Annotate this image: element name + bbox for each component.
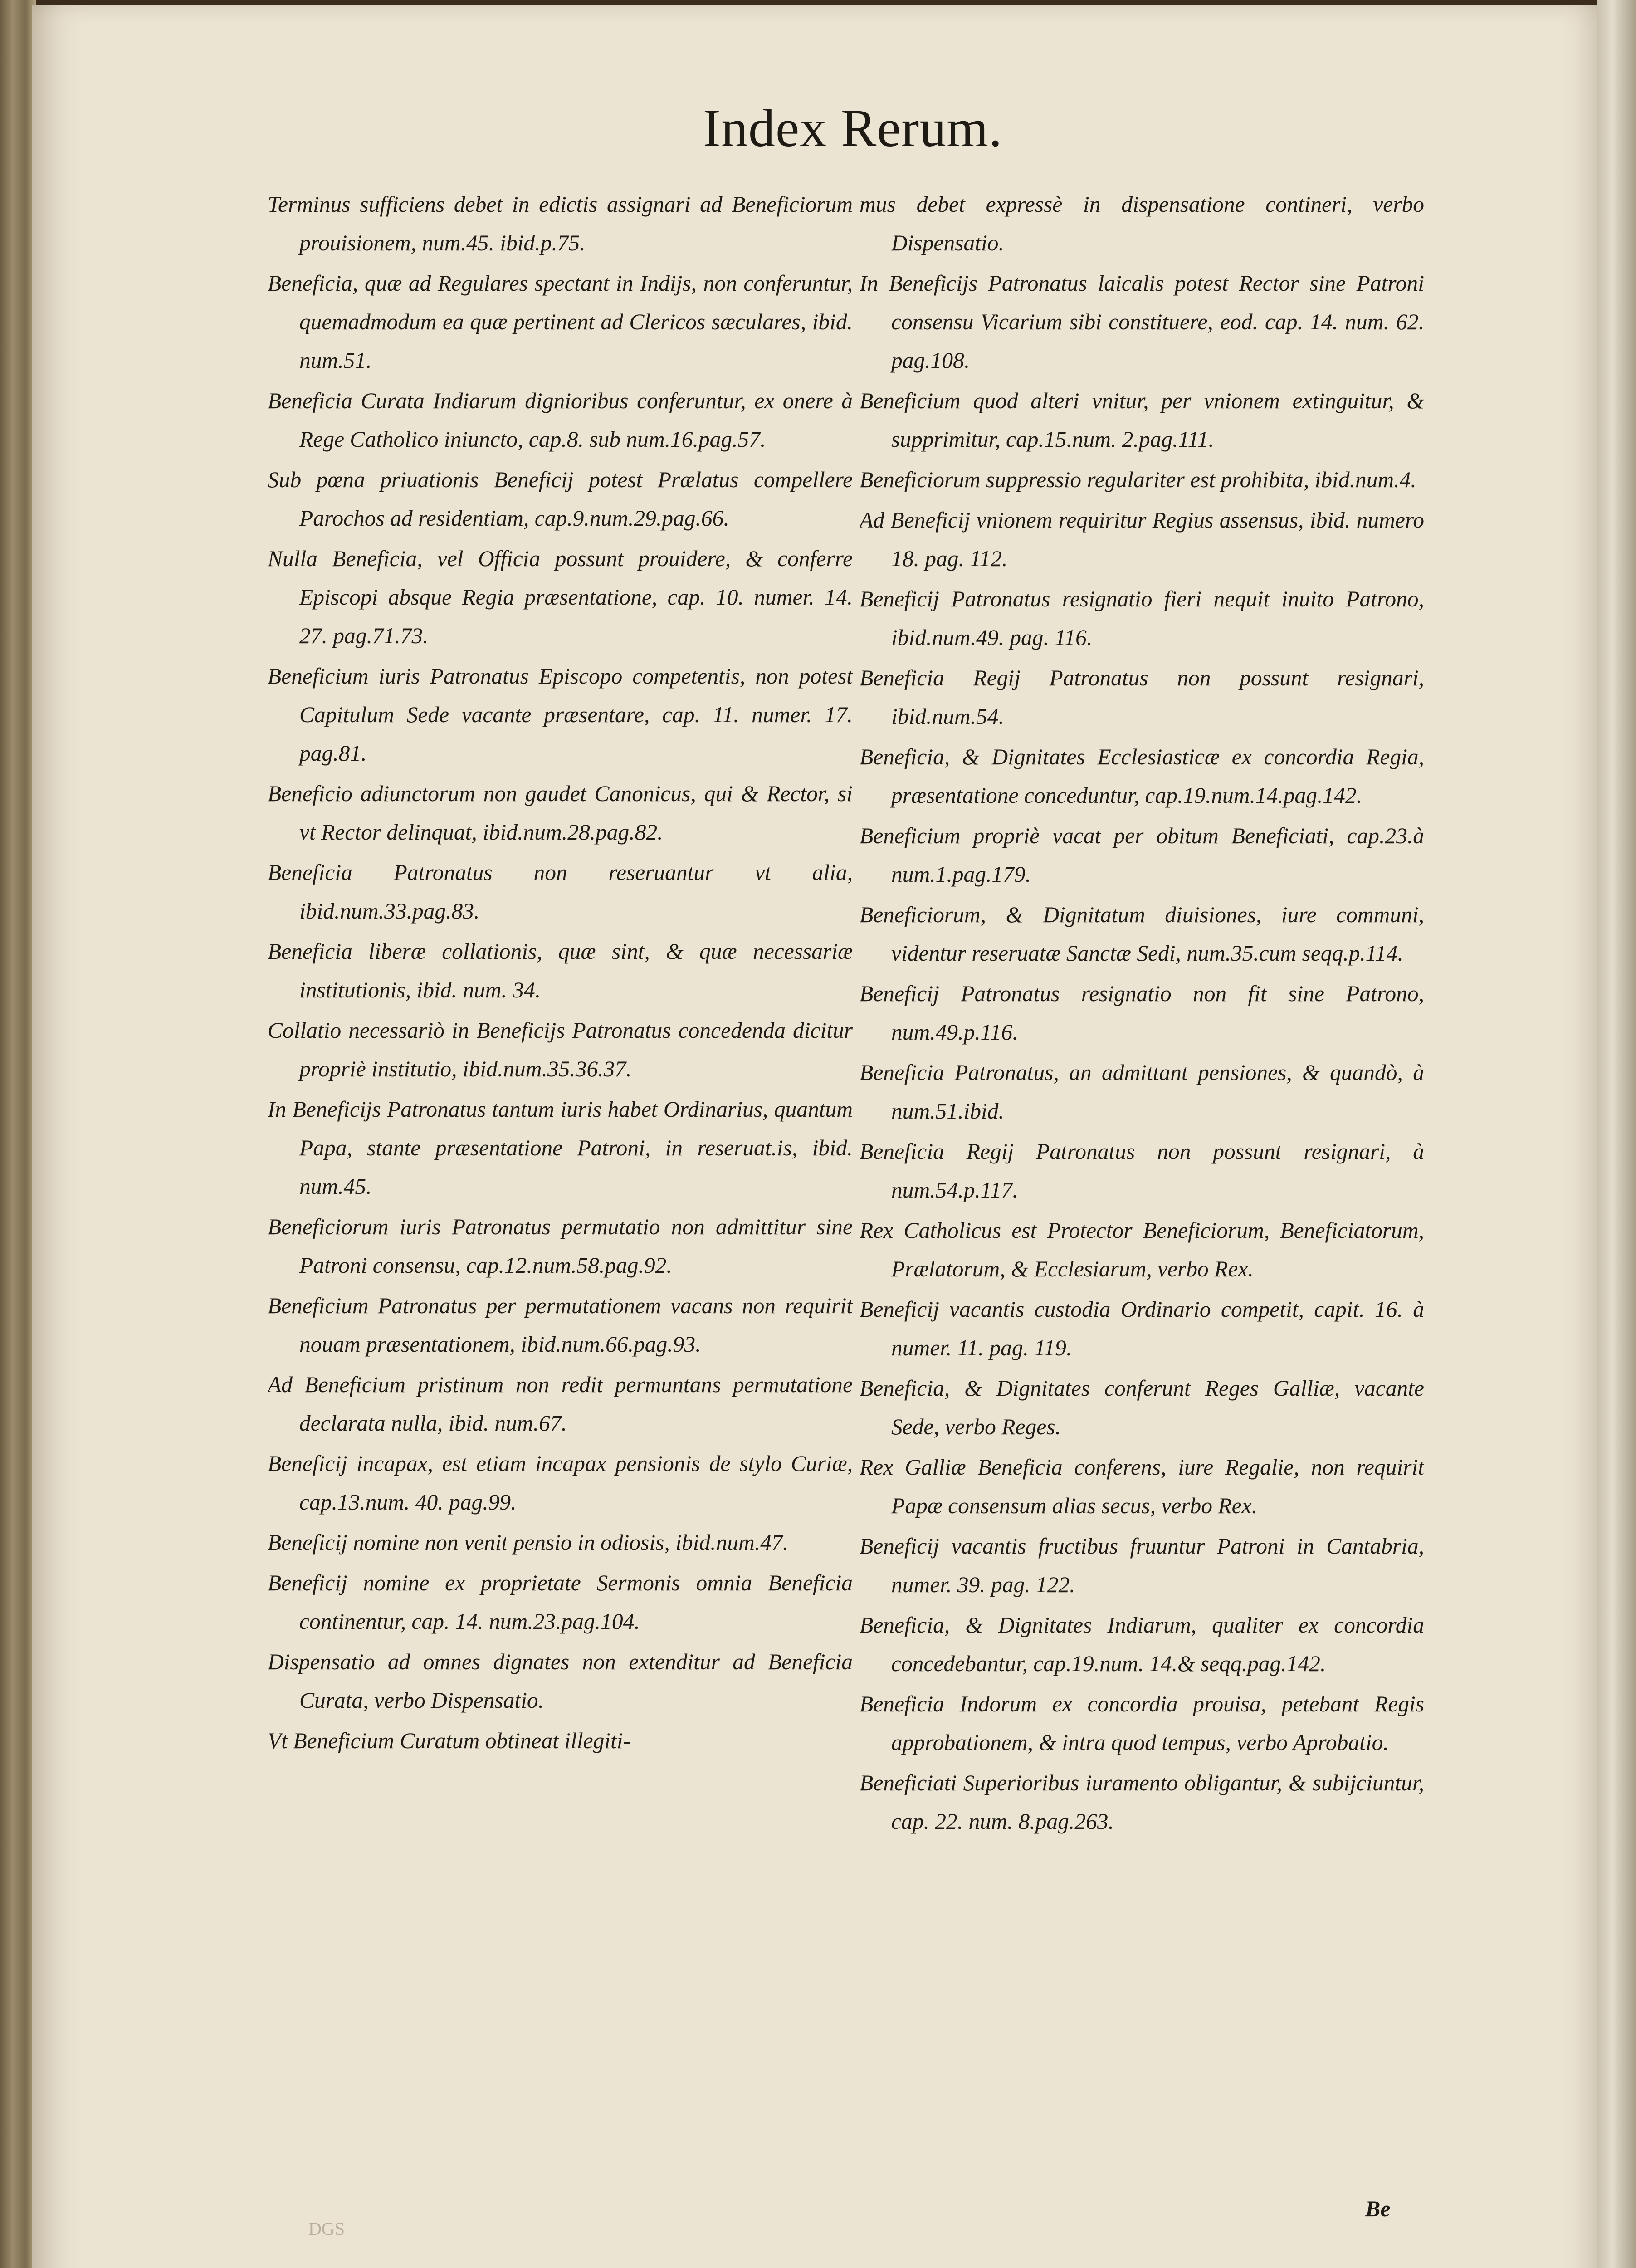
index-entry: Beneficium Patronatus per permutationem vacans non requirit nouam præsentationem, ibid.num.66.pag.93. bbox=[268, 1293, 853, 1357]
index-entry: Beneficia liberæ collationis, quæ sint, & quæ necessariæ institutionis, ibid. num. 34. bbox=[268, 939, 853, 1002]
index-entry: Beneficij vacantis custodia Ordinario competit, capit. 16. à numer. 11. pag. 119. bbox=[860, 1297, 1424, 1360]
index-entry: Beneficiorum suppressio regulariter est prohibita, ibid.num.4. bbox=[860, 467, 1416, 492]
index-entry: Vt Beneficium Curatum obtineat illegiti- bbox=[268, 1728, 631, 1753]
index-entry: Beneficia, quæ ad Regulares spectant in Indijs, non conferuntur, quemadmodum ea quæ pertinent ad Clericos sæculares, ibid. num.51. bbox=[268, 271, 853, 373]
index-entry: Collatio necessariò in Beneficijs Patronatus concedenda dicitur propriè institutio, ibid.num.35.36.37. bbox=[268, 1018, 853, 1081]
index-entry: Beneficia Regij Patronatus non possunt resignari, ibid.num.54. bbox=[860, 665, 1424, 729]
index-entry: Beneficij nomine ex proprietate Sermonis omnia Beneficia continentur, cap. 14. num.23.pag.104. bbox=[268, 1570, 853, 1634]
left-column bbox=[268, 185, 853, 2235]
index-entry: Beneficio adiunctorum non gaudet Canonicus, qui & Rector, si vt Rector delinquat, ibid.num.28.pag.82. bbox=[268, 781, 853, 845]
index-entry: Ad Beneficium pristinum non redit permuntans permutatione declarata nulla, ibid. num.67. bbox=[268, 1372, 853, 1436]
index-entry: Beneficium quod alteri vnitur, per vnionem extinguitur, & supprimitur, cap.15.num. 2.pag.111. bbox=[860, 388, 1424, 452]
facing-page-edge bbox=[1597, 0, 1636, 2268]
index-entry: mus debet expressè in dispensatione contineri, verbo Dispensatio. bbox=[860, 192, 1424, 255]
page-title: Index Rerum. bbox=[703, 98, 1003, 158]
index-entry: Beneficij incapax, est etiam incapax pensionis de stylo Curiæ, cap.13.num. 40. pag.99. bbox=[268, 1451, 853, 1515]
index-entry: Terminus sufficiens debet in edictis assignari ad Beneficiorum prouisionem, num.45. ibid.p.75. bbox=[268, 192, 853, 255]
index-entry: Beneficiati Superioribus iuramento obligantur, & subijciuntur, cap. 22. num. 8.pag.263. bbox=[860, 1770, 1424, 1834]
page-stack-edge bbox=[0, 0, 36, 2268]
index-entry: Beneficiorum iuris Patronatus permutatio non admittitur sine Patroni consensu, cap.12.num.58.pag.92. bbox=[268, 1214, 853, 1278]
index-entry: In Beneficijs Patronatus tantum iuris habet Ordinarius, quantum Papa, stante præsentatione Patroni, in reseruat.is, ibid. num.45. bbox=[268, 1097, 853, 1199]
right-column bbox=[860, 185, 1424, 2235]
index-entry: Beneficium propriè vacat per obitum Beneficiati, cap.23.à num.1.pag.179. bbox=[860, 823, 1424, 887]
index-entry: Beneficia, & Dignitates conferunt Reges Galliæ, vacante Sede, verbo Reges. bbox=[860, 1376, 1424, 1439]
index-entry: Sub pœna priuationis Beneficij potest Prælatus compellere Parochos ad residentiam, cap.9.num.29.pag.66. bbox=[268, 467, 853, 531]
index-entry: Nulla Beneficia, vel Officia possunt prouidere, & conferre Episcopi absque Regia præsentatione, cap. 10. numer. 14. 27. pag.71.73. bbox=[268, 546, 853, 648]
index-entry: Dispensatio ad omnes dignates non extenditur ad Beneficia Curata, verbo Dispensatio. bbox=[268, 1649, 853, 1713]
index-entry: Rex Catholicus est Protector Beneficiorum, Beneficiatorum, Prælatorum, & Ecclesiarum, verbo Rex. bbox=[860, 1218, 1424, 1281]
faint-stamp: DGS bbox=[308, 2219, 345, 2239]
index-entry: Beneficia, & Dignitates Indiarum, qualiter ex concordia concedebantur, cap.19.num. 14.& seqq.pag.142. bbox=[860, 1613, 1424, 1676]
index-entry: Beneficiorum, & Dignitatum diuisiones, iure communi, videntur reseruatæ Sanctæ Sedi, num.35.cum seqq.p.114. bbox=[860, 902, 1424, 966]
index-entry: Beneficia Indorum ex concordia prouisa, petebant Regis approbationem, & intra quod tempus, verbo Aprobatio. bbox=[860, 1691, 1424, 1755]
catchword: Be bbox=[1365, 2196, 1391, 2221]
index-entry: In Beneficijs Patronatus laicalis potest Rector sine Patroni consensu Vicarium sibi constituere, eod. cap. 14. num. 62. pag.108. bbox=[860, 271, 1424, 373]
index-entry: Beneficia Regij Patronatus non possunt resignari, à num.54.p.117. bbox=[860, 1139, 1424, 1202]
index-entry: Rex Galliæ Beneficia conferens, iure Regalie, non requirit Papæ consensum alias secus, verbo Rex. bbox=[860, 1455, 1424, 1518]
index-entry: Beneficia Patronatus, an admittant pensiones, & quandò, à num.51.ibid. bbox=[860, 1060, 1424, 1124]
index-entry: Beneficij nomine non venit pensio in odiosis, ibid.num.47. bbox=[268, 1530, 788, 1555]
index-entry: Beneficia, & Dignitates Ecclesiasticæ ex concordia Regia, præsentatione conceduntur, cap.19.num.14.pag.142. bbox=[860, 744, 1424, 808]
index-entry: Ad Beneficij vnionem requiritur Regius assensus, ibid. numero 18. pag. 112. bbox=[860, 508, 1424, 571]
index-entry: Beneficium iuris Patronatus Episcopo competentis, non potest Capitulum Sede vacante præsentare, cap. 11. numer. 17. pag.81. bbox=[268, 664, 853, 766]
index-entry: Beneficij vacantis fructibus fruuntur Patroni in Cantabria, numer. 39. pag. 122. bbox=[860, 1534, 1424, 1597]
index-entry: Beneficia Patronatus non reseruantur vt alia, ibid.num.33.pag.83. bbox=[268, 860, 853, 924]
index-entry: Beneficij Patronatus resignatio fieri nequit inuito Patrono, ibid.num.49. pag. 116. bbox=[860, 587, 1424, 650]
index-entry: Beneficij Patronatus resignatio non fit sine Patrono, num.49.p.116. bbox=[860, 981, 1424, 1045]
index-entry: Beneficia Curata Indiarum dignioribus conferuntur, ex onere à Rege Catholico iniuncto, cap.8. sub num.16.pag.57. bbox=[268, 388, 853, 452]
